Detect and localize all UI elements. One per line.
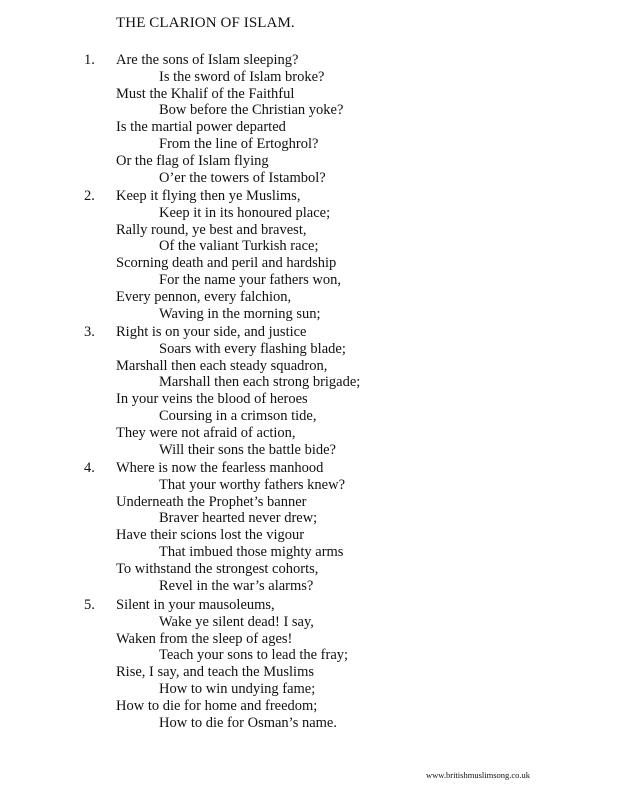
- poem-line: Marshall then each strong brigade;: [159, 374, 361, 391]
- stanza-number: 2.: [84, 188, 95, 204]
- poem-line: In your veins the blood of heroes: [116, 391, 308, 408]
- poem-line: Scorning death and peril and hardship: [116, 255, 337, 272]
- stanza-number: 1.: [84, 52, 95, 68]
- poem-line: Wake ye silent dead! I say,: [159, 613, 314, 630]
- poem-line: That your worthy fathers knew?: [159, 476, 346, 493]
- poem-title: THE CLARION OF ISLAM.: [116, 15, 295, 31]
- poem-line: How to die for home and freedom;: [116, 697, 318, 714]
- poem-line: Keep it flying then ye Muslims,: [116, 188, 301, 204]
- poem-line: Every pennon, every falchion,: [116, 288, 292, 305]
- poem-line: Bow before the Christian yoke?: [159, 102, 344, 119]
- poem-line: Keep it in its honoured place;: [159, 204, 331, 221]
- poem-line: Marshall then each steady squadron,: [116, 357, 328, 374]
- poem-line: Will their sons the battle bide?: [159, 441, 336, 458]
- poem-line: Rise, I say, and teach the Muslims: [116, 664, 314, 681]
- poem-line: Underneath the Prophet’s banner: [116, 493, 307, 510]
- poem-line: Have their scions lost the vigour: [116, 527, 305, 544]
- poem-line: How to die for Osman’s name.: [159, 714, 337, 731]
- poem-line: Braver hearted never drew;: [159, 510, 318, 527]
- website-footer: www.britishmuslimsong.co.uk: [426, 770, 531, 780]
- poem-line: From the line of Ertoghrol?: [159, 136, 319, 152]
- poem-line: Coursing in a crimson tide,: [159, 408, 317, 424]
- poem-line: How to win undying fame;: [159, 681, 316, 697]
- poem-line: Is the sword of Islam broke?: [159, 68, 325, 85]
- poem-line: O’er the towers of Istambol?: [159, 169, 326, 186]
- poem-line: They were not afraid of action,: [116, 424, 296, 441]
- poem-line: Waken from the sleep of ages!: [116, 630, 293, 647]
- poem-line: Soars with every flashing blade;: [159, 340, 346, 357]
- poem-line: Teach your sons to lead the fray;: [159, 647, 349, 664]
- poem-line: Or the flag of Islam flying: [116, 152, 269, 169]
- poem-line: Is the martial power departed: [116, 119, 286, 136]
- poem-line: Rally round, ye best and bravest,: [116, 221, 307, 238]
- poem-line: Where is now the fearless manhood: [116, 460, 324, 476]
- poem-line: To withstand the strongest cohorts,: [116, 560, 319, 577]
- poem-line: Waving in the morning sun;: [159, 305, 321, 322]
- stanza-number: 5.: [84, 597, 95, 613]
- poem-line: That imbued those mighty arms: [159, 544, 344, 560]
- poem-line: Right is on your side, and justice: [116, 324, 307, 340]
- poem-line: Must the Khalif of the Faithful: [116, 85, 295, 102]
- poem-line: Revel in the war’s alarms?: [159, 577, 314, 594]
- poem-line: Of the valiant Turkish race;: [159, 238, 319, 255]
- poem-line: For the name your fathers won,: [159, 272, 342, 288]
- stanza-number: 4.: [84, 460, 95, 476]
- stanza-number: 3.: [84, 324, 95, 340]
- poem-line: Are the sons of Islam sleeping?: [116, 52, 299, 68]
- poem-line: Silent in your mausoleums,: [116, 597, 275, 613]
